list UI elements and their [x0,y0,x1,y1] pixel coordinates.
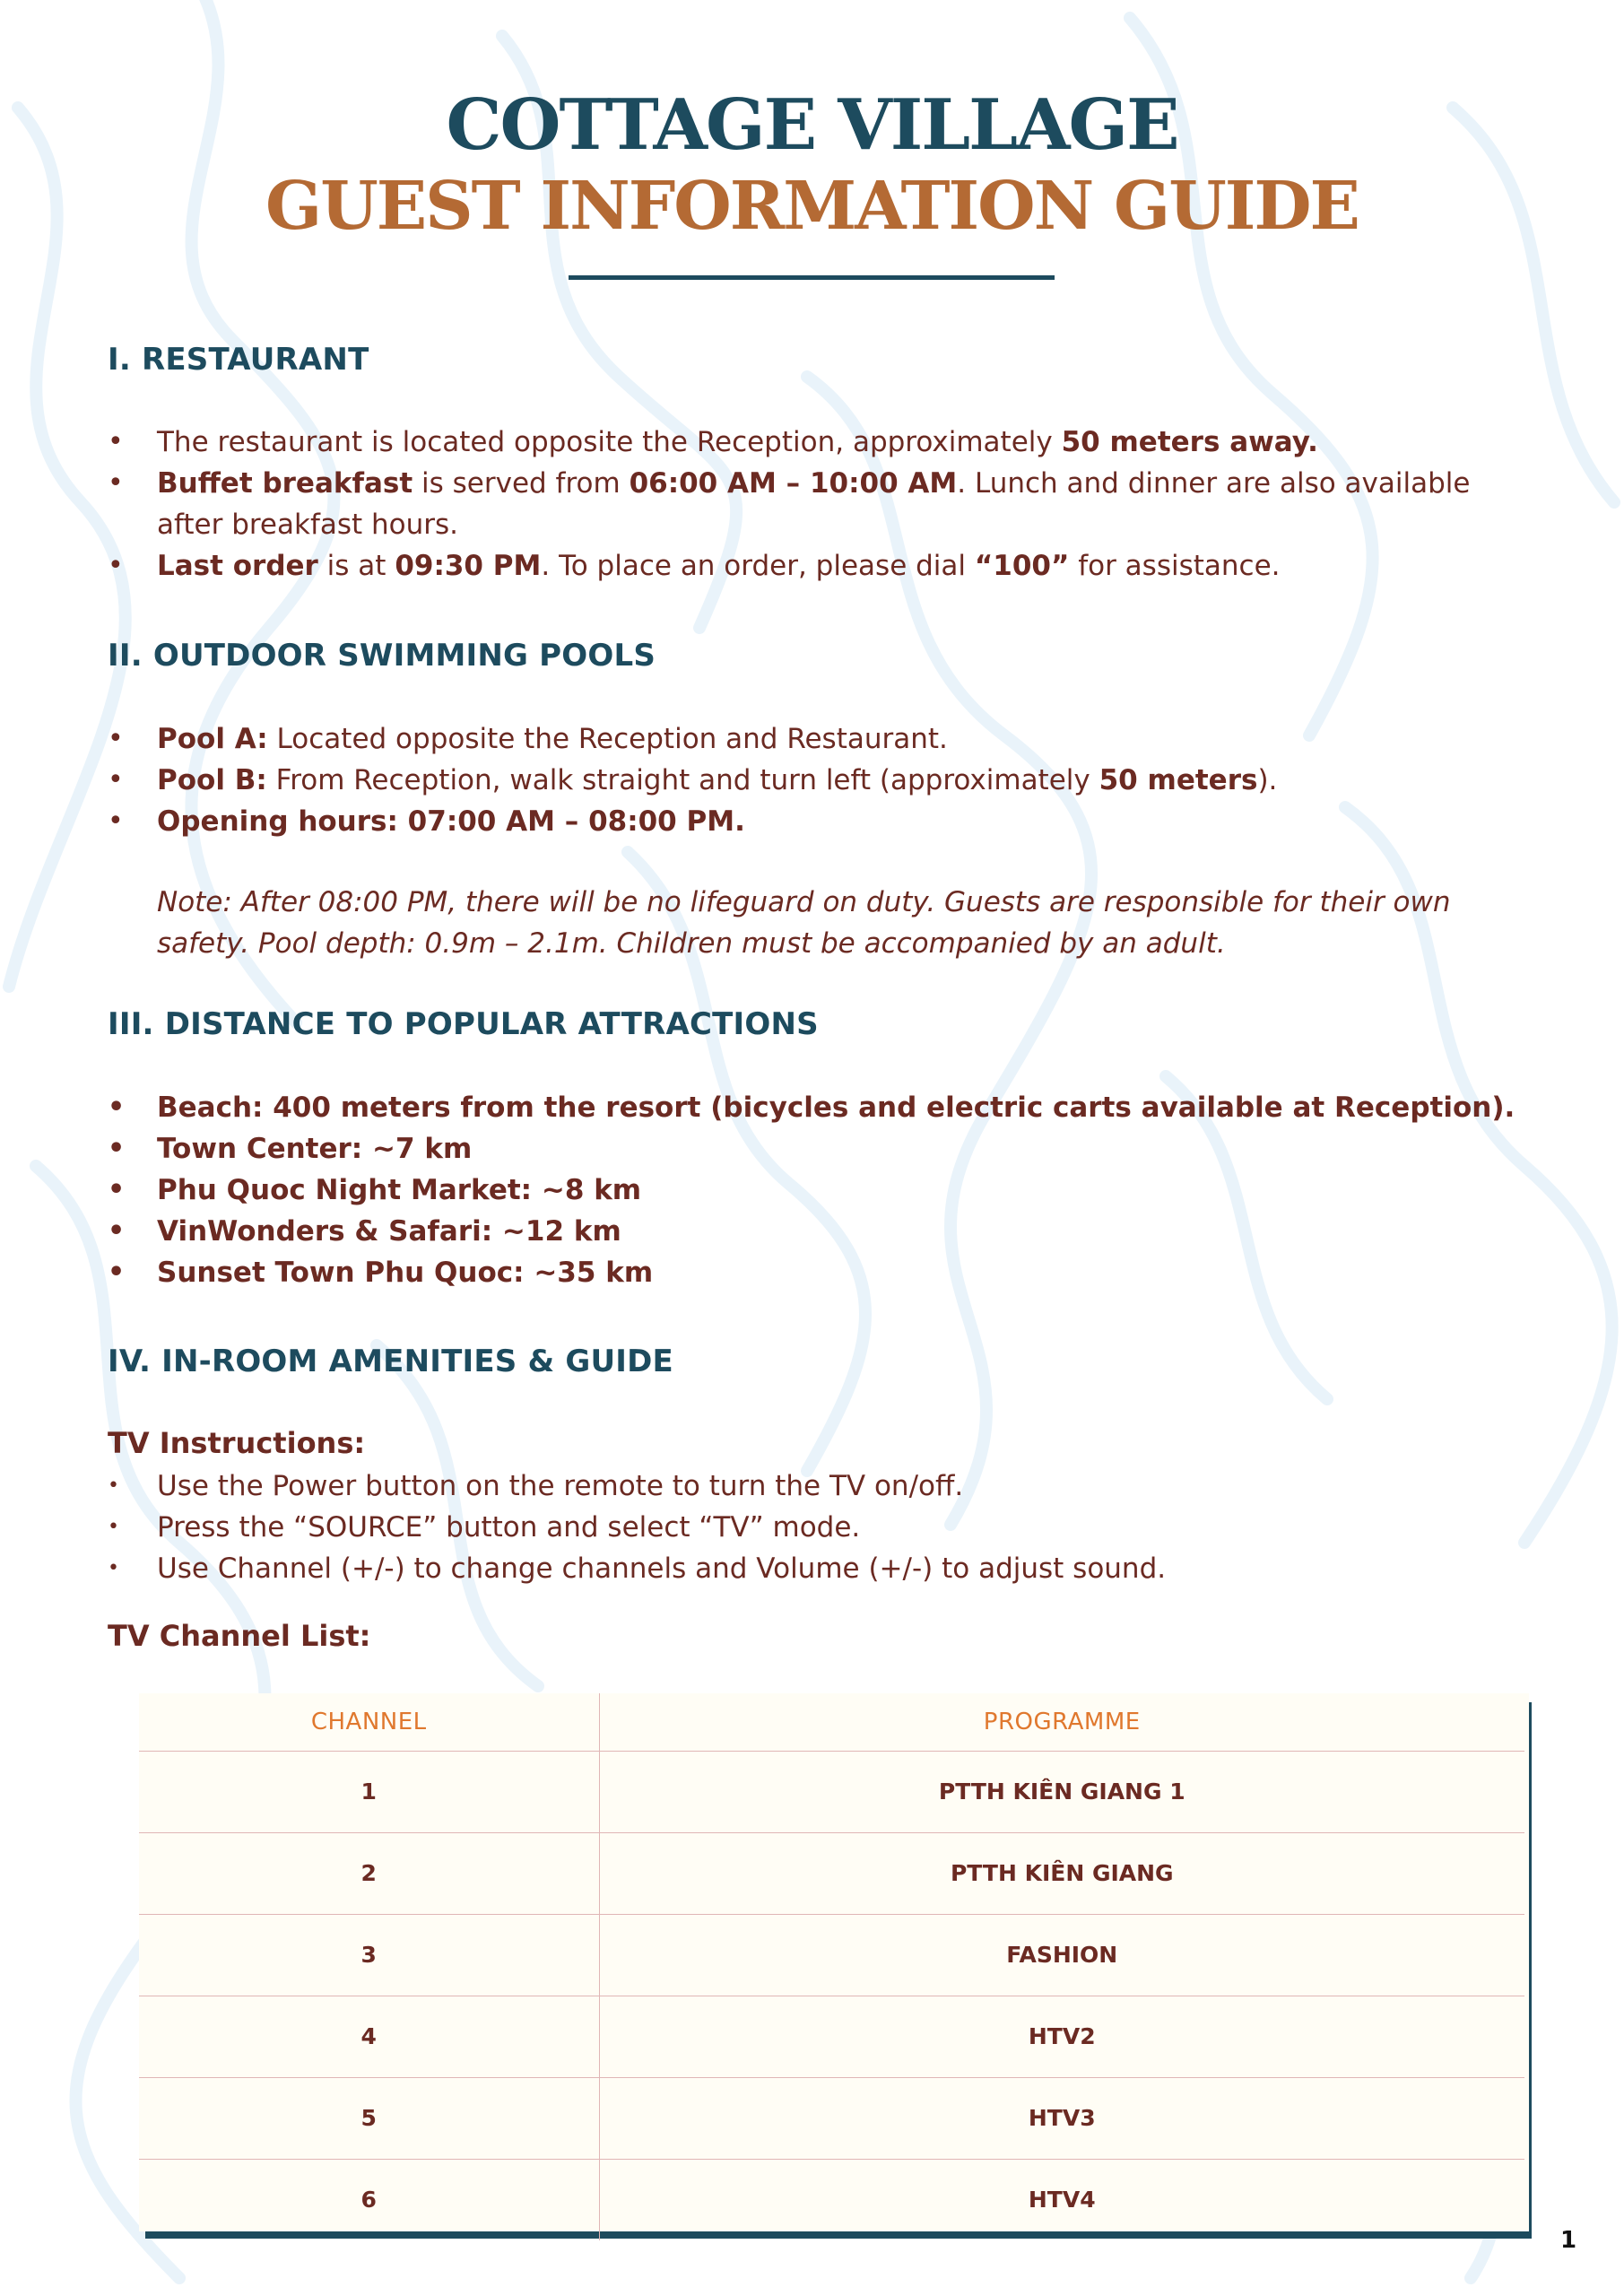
programme-name: HTV4 [1028,2187,1096,2213]
table-row [139,1832,1524,1914]
programme-name: HTV3 [599,2077,1524,2159]
list-item: • Opening hours: 07:00 AM – 08:00 PM. [108,801,1542,842]
title-line-2: GUEST INFORMATION GUIDE [265,168,1359,245]
list-item: • Sunset Town Phu Quoc: ~35 km [108,1252,1542,1293]
list-item: • Press the “SOURCE” button and select “TV” mode. [108,1507,1542,1548]
list-item: • Last order is at 09:30 PM. To place an order, please dial “100” for assistance. [108,545,1542,587]
list-item: • Use the Power button on the remote to turn the TV on/off. [108,1465,1542,1507]
list-item: • Beach: 400 meters from the resort (bicycles and electric carts available at Reception). [108,1087,1542,1128]
column-header-programme: PROGRAMME [599,1693,1524,1751]
tv-channel-table-container [139,1693,1529,2231]
channel-number: 2 [139,1832,599,1914]
tv-channel-list-label: TV Channel List: [108,1619,371,1653]
list-item: • Pool B: From Reception, walk straight and turn left (approximately 50 meters). [108,760,1542,801]
channel-number: 6 [139,2159,599,2240]
list-item: • Use Channel (+/-) to change channels and Volume (+/-) to adjust sound. [108,1548,1542,1589]
list-item: • VinWonders & Safari: ~12 km [108,1211,1542,1252]
table-header-row [139,1693,1524,1751]
table-row [139,2077,1524,2159]
programme-name: PTTH KIÊN GIANG [599,1832,1524,1914]
restaurant-list [108,422,1542,587]
tv-instructions-label: TV Instructions: [108,1426,366,1460]
programme-name: HTV2 [599,1996,1524,2077]
page-number: 1 [1560,2227,1577,2254]
tv-channel-table [139,1693,1524,2240]
channel-number: 3 [139,1914,599,1996]
table-row [139,1751,1524,1832]
table-row [139,1914,1524,1996]
list-item: • Phu Quoc Night Market: ~8 km [108,1170,1542,1211]
column-header-channel: CHANNEL [139,1693,599,1751]
section-heading-restaurant: I. RESTAURANT [108,342,369,378]
section-heading-amenities: IV. IN-ROOM AMENITIES & GUIDE [108,1344,673,1379]
pool-safety-note: Note: After 08:00 PM, there will be no lifeguard on duty. Guests are responsible for their own safety. Pool depth: 0.9m – 2.1m. Children must be accompanied by an adult. [157,886,1451,960]
section-heading-pools: II. OUTDOOR SWIMMING POOLS [108,638,656,674]
tv-instructions-list [108,1465,1542,1589]
list-item: • The restaurant is located opposite the Reception, approximately 50 meters away. [108,422,1542,463]
table-row [139,2159,1524,2240]
title-divider [569,275,1055,280]
list-item: • Town Center: ~7 km [108,1128,1542,1170]
attractions-list [108,1087,1542,1293]
programme-name: FASHION [599,1914,1524,1996]
section-heading-attractions: III. DISTANCE TO POPULAR ATTRACTIONS [108,1006,819,1042]
programme-name: PTTH KIÊN GIANG 1 [599,1751,1524,1832]
channel-number: 4 [139,1996,599,2077]
list-item: • Buffet breakfast is served from 06:00 AM – 10:00 AM. Lunch and dinner are also available after breakfast hours. [108,463,1542,545]
title-line-1: COTTAGE VILLAGE [446,84,1178,166]
list-item: • Pool A: Located opposite the Reception and Restaurant. [108,718,1542,760]
pools-list [108,718,1542,842]
table-row [139,1996,1524,2077]
channel-number: 5 [139,2077,599,2159]
channel-number: 1 [139,1751,599,1832]
